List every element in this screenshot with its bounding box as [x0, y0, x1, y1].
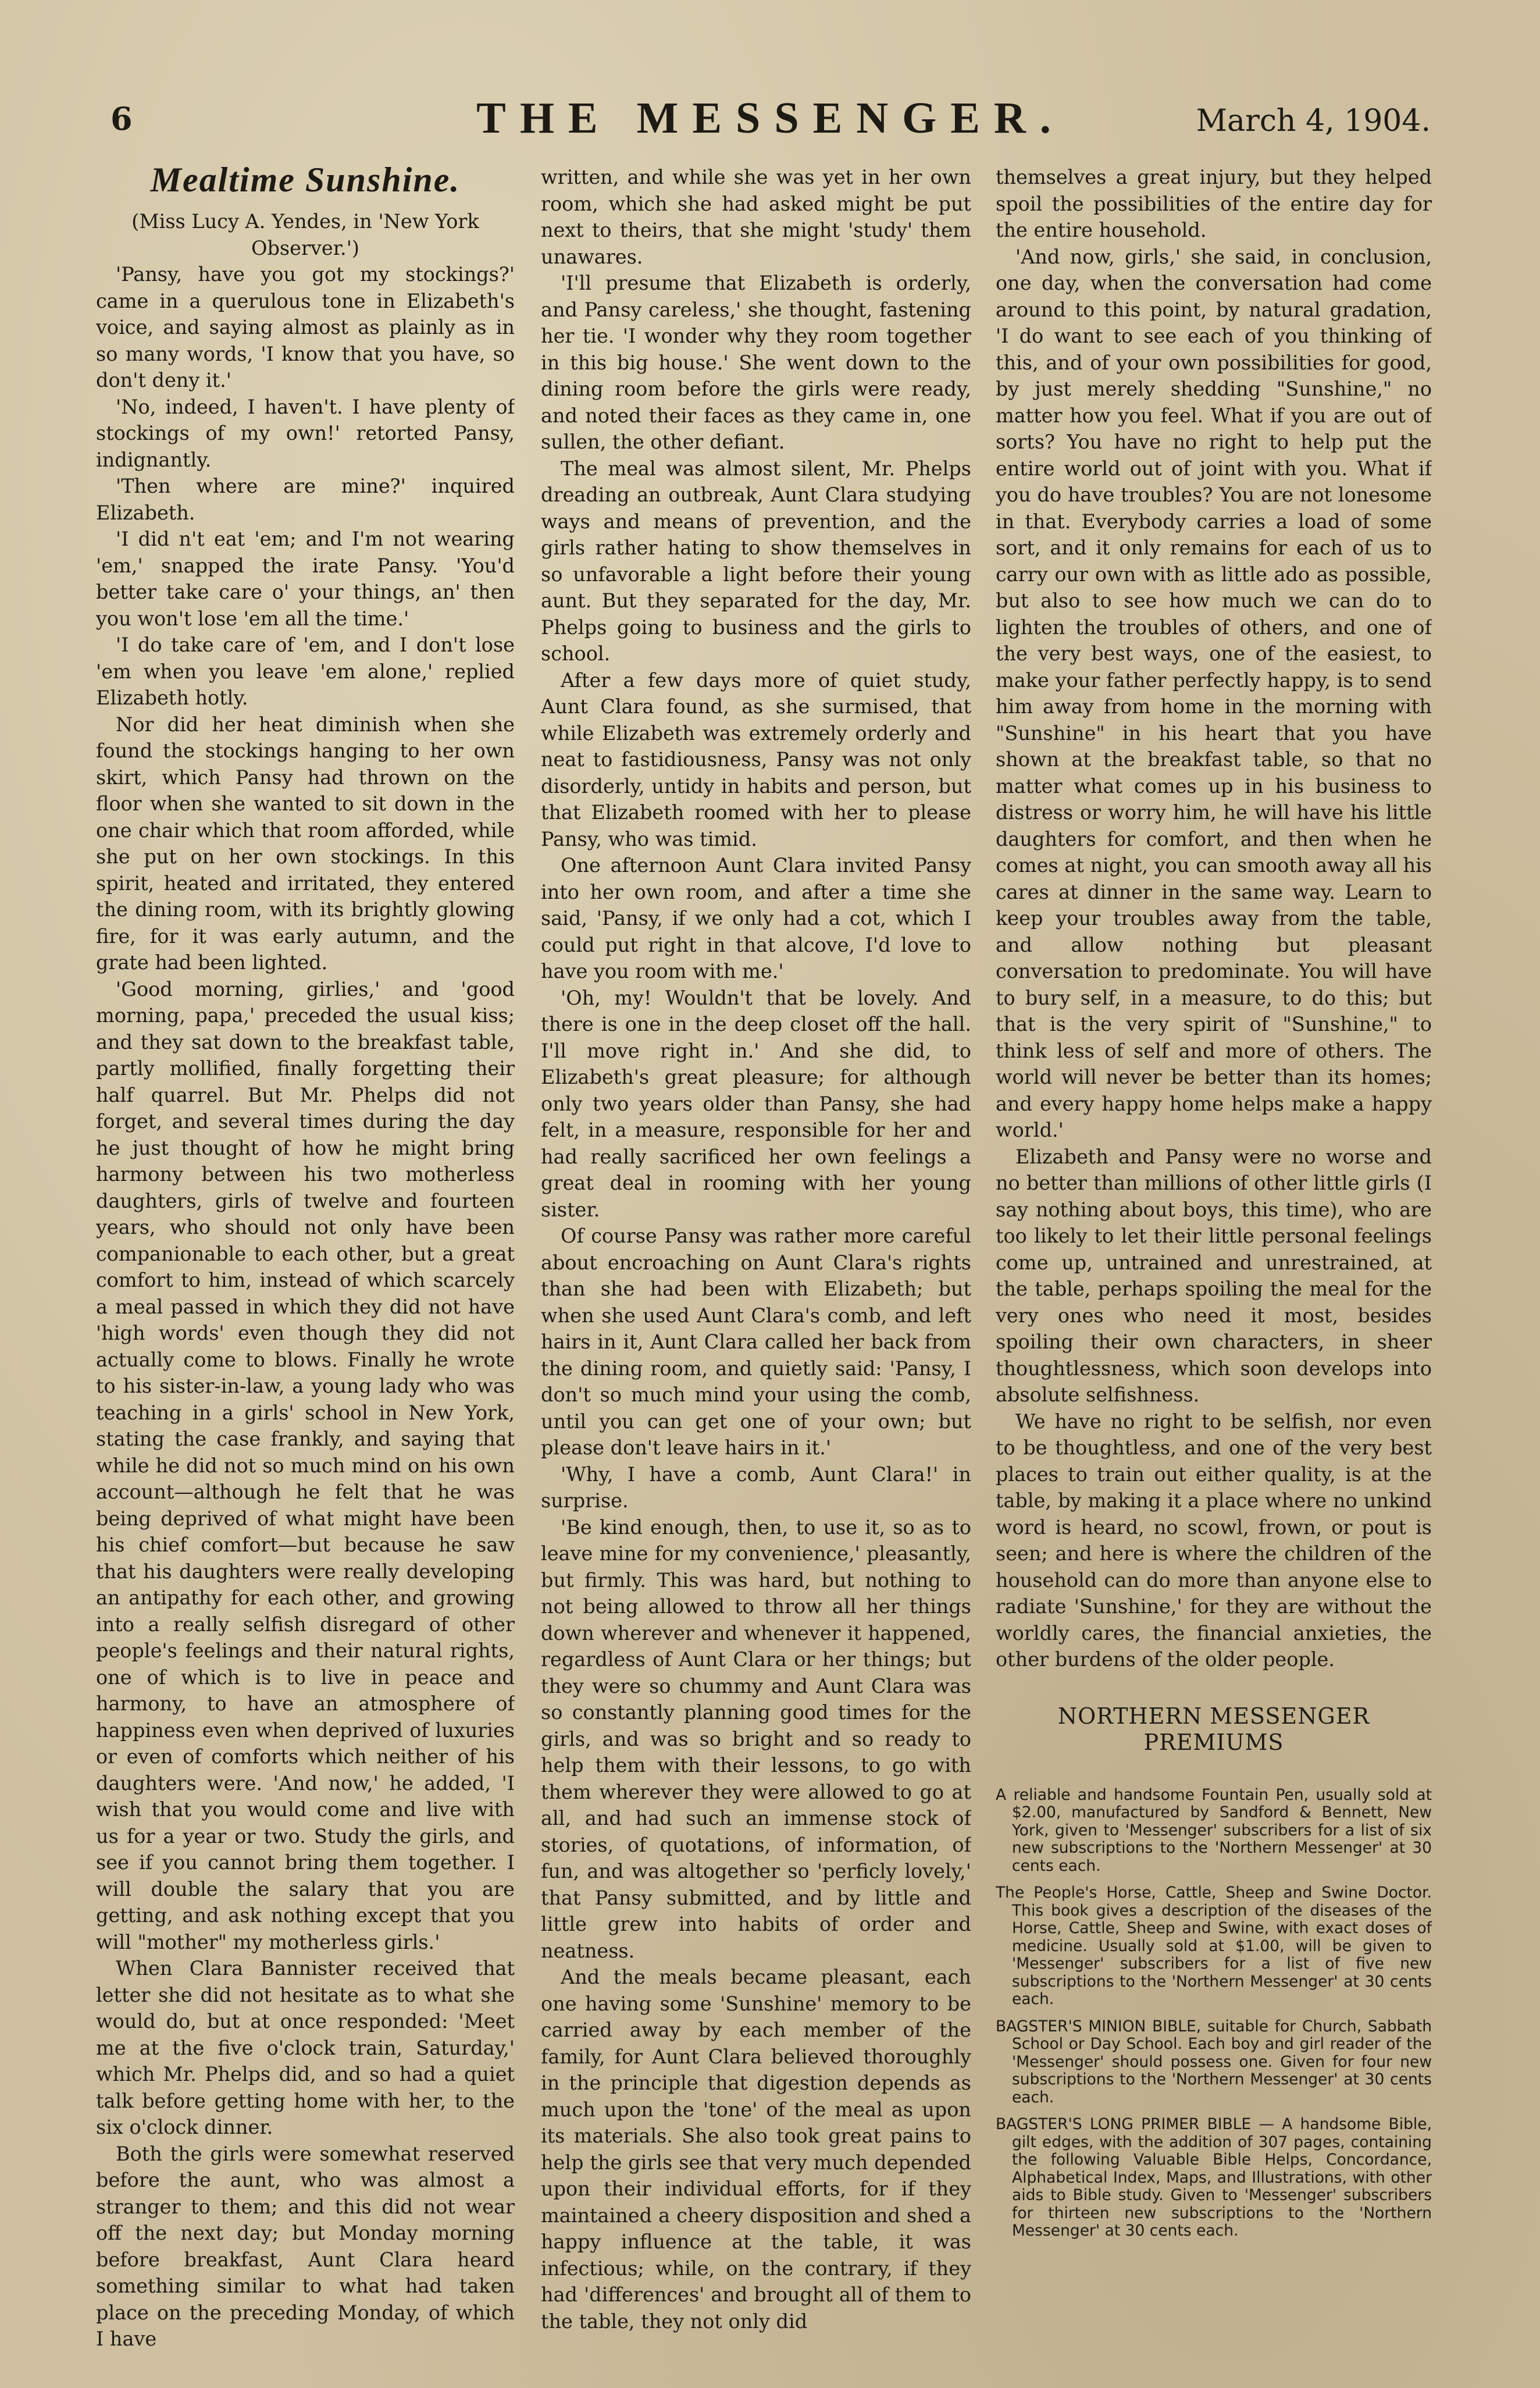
paragraph: 'Be kind enough, then, to use it, so as to leave mine for my convenience,' pleasantly, but firmly. This was hard, but nothing to not being allowed to throw all her things down wherever and whenever it happened, regardless of Aunt Clara or her things; but they were so chummy and Aunt Clara was so constantly planning good times for the girls, and was so bright and so ready to help them with their lessons, to go with them wherever they were allowed to go at all, and had such an immense stock of stories, of quotations, of information, of fun, and was altogether so 'perficly lovely,' that Pansy submitted, and by little and little grew into habits of order and neatness.: [541, 1515, 971, 1962]
paragraph: 'I did n't eat 'em; and I'm not wearing 'em,' snapped the irate Pansy. 'You'd better take care o' your things, an' then you won't lose 'em all the time.': [96, 528, 515, 630]
column-3: [996, 164, 1432, 2363]
issue-date: March 4, 1904.: [1196, 104, 1431, 138]
page-header: [110, 93, 1431, 157]
column-1: [96, 157, 515, 2356]
paragraph: The meal was almost silent, Mr. Phelps dreading an outbreak, Aunt Clara studying ways and means of prevention, and the girls rather hating to show themselves in so unfavorable a light before their young aunt. But they separated for the day, Mr. Phelps going to business and the girls to school.: [541, 457, 971, 665]
paragraph: After a few days more of quiet study, Aunt Clara found, as she surmised, that while Elizabeth was extremely orderly and neat to fastidiousness, Pansy was not only disorderly, untidy in habits and person, but that Elizabeth roomed with her to please Pansy, who was timid.: [541, 668, 971, 850]
paragraph: 'Oh, my! Wouldn't that be lovely. And there is one in the deep closet off the hall. I'll move right in.' And she did, to Elizabeth's great pleasure; for although only two years older than Pansy, she had felt, in a measure, responsible for her and had really sacrificed her own feelings a great deal in rooming with her young sister.: [541, 986, 971, 1221]
paragraph: 'Good morning, girlies,' and 'good morning, papa,' preceded the usual kiss; and they sat down to the breakfast table, partly mollified, finally forgetting their half quarrel. But Mr. Phelps did not forget, and several times during the day he just thought of how he might bring harmony between his two motherless daughters, girls of twelve and fourteen years, who should not only have been companionable to each other, but a great comfort to him, instead of which scarcely a meal passed in which they did not have 'high words' even though they did not actually come to blows. Finally he wrote to his sister-in-law, a young lady who was teaching in a girls' school in New York, stating the case frankly, and saying that while he did not so much mind on his own account—although he felt that he was being deprived of what might have been his chief comfort—but because he saw that his daughters were really developing an antipathy for each other, and growing into a really selfish disregard of other people's feelings and their natural rights, one of which is to live in peace and harmony, to have an atmosphere of happiness even when deprived of luxuries or even of comforts which neither of his daughters were. 'And now,' he added, 'I wish that you would come and live with us for a year or two. Study the girls, and see if you cannot bring them together. I will double the salary that you are getting, and ask nothing except that you will "mother" my motherless girls.': [96, 977, 515, 1953]
paragraph: Of course Pansy was rather more careful about encroaching on Aunt Clara's rights than she had been with Elizabeth; but when she used Aunt Clara's comb, and left hairs in it, Aunt Clara called her back from the dining room, and quietly said: 'Pansy, I don't so much mind your using the comb, until you can get one of your own; but please don't leave hairs in it.': [541, 1225, 971, 1459]
paragraph: written, and while she was yet in her own room, which she had asked might be put next to theirs, that she might 'study' them unawares.: [541, 166, 971, 268]
paragraph: When Clara Bannister received that letter she did not hesitate as to what she would do, but at once responded: 'Meet me at the five o'clock train, Saturday,' which Mr. Phelps did, and so had a quiet talk before getting home with her, to the six o'clock dinner.: [96, 1957, 515, 2138]
paragraph: 'Pansy, have you got my stockings?' came in a querulous tone in Elizabeth's voice, and saying almost as plainly as in so many words, 'I know that you have, so don't deny it.': [96, 263, 515, 392]
article-byline: (Miss Lucy A. Yendes, in 'New York Observer.'): [131, 210, 479, 259]
masthead: THE MESSENGER.: [476, 94, 1065, 143]
paragraph: One afternoon Aunt Clara invited Pansy into her own room, and after a time she said, 'Pansy, if we only had a cot, which I could put right in that alcove, I'd love to have you room with me.': [541, 854, 971, 983]
paragraph: 'I'll presume that Elizabeth is orderly, and Pansy careless,' she thought, fastening her tie. 'I wonder why they room together in this big house.' She went down to the dining room before the girls were ready, and noted their faces as they came in, one sullen, the other defiant.: [541, 272, 971, 453]
column-2: [541, 164, 971, 2363]
paragraph: themselves a great injury, but they helped spoil the possibilities of the entire day for the entire household.: [996, 166, 1432, 241]
page-number: 6: [110, 100, 133, 137]
paragraph: Elizabeth and Pansy were no worse and no better than millions of other little girls (I say nothing about boys, this time), who are too likely to let their little personal feelings come up, untrained and unrestrained, at the table, perhaps spoiling the meal for the very ones who need it most, besides spoiling their own characters, in sheer thoughtlessness, which soon develops into absolute selfishness.: [996, 1145, 1432, 1406]
paragraph: And the meals became pleasant, each one having some 'Sunshine' memory to be carried away by each member of the family, for Aunt Clara believed thoroughly in the principle that digestion depends as much upon the 'tone' of the meal as upon its materials. She also took great pains to help the girls see that very much depended upon their individual efforts, for if they maintained a cheery disposition and shed a happy influence at the table, it was infectious; while, on the contrary, if they had 'differences' and brought all of them to the table, they not only did: [541, 1966, 971, 2333]
premiums-heading: NORTHERN MESSENGER PREMIUMS: [1057, 1703, 1370, 1755]
article-title: Mealtime Sunshine.: [150, 161, 461, 199]
paragraph: 'And now, girls,' she said, in conclusion, one day, when the conversation had come around to this point, by natural gradation, 'I do want to see each of you thinking of this, and of your own possibilities for good, by just merely shedding "Sunshine," no matter how you feel. What if you are out of sorts? You have no right to help put the entire world out of joint with you. What if you do have troubles? You are not lonesome in that. Everybody carries a load of some sort, and it only remains for each of us to carry our own with as little ado as possible, but also to see how much we can do to lighten the troubles of others, and one of the very best ways, one of the easiest, to make your father perfectly happy, is to send him away from home in the morning with "Sunshine" in his heart that you have shown at the breakfast table, so that no matter what comes up in his business to distress or worry him, he will have his little daughters for comfort, and then when he comes at night, you can smooth away all his cares at dinner in the same way. Learn to keep your troubles away from the table, and allow nothing but pleasant conversation to predominate. You will have to bury self, in a measure, to do this; but that is the very spirit of "Sunshine," to think less of self and more of others. The world will never be better than its homes; and every happy home helps make a happy world.': [996, 245, 1432, 1141]
premium-item: The People's Horse, Cattle, Sheep and Swine Doctor. This book gives a description of the diseases of the Horse, Cattle, Sheep and Swine, with exact doses of medicine. Usually sold at $1.00, will be given to 'Messenger' subscribers for a list of five new subscriptions to the 'Northern Messenger' at 30 cents each.: [996, 1884, 1432, 2008]
paragraph: We have no right to be selfish, nor even to be thoughtless, and one of the very best places to train out either quality, is at the table, by making it a place where no unkind word is heard, no scowl, frown, or pout is seen; and here is where the children of the household can do more than anyone else to radiate 'Sunshine,' for they are without the worldly cares, the financial anxieties, the other burdens of the older people.: [996, 1410, 1432, 1671]
premium-item: BAGSTER'S LONG PRIMER BIBLE — A handsome Bible, gilt edges, with the addition of 307 pages, containing the following Valuable Bible Helps, Concordance, Alphabetical Index, Maps, and Illustrations, with other aids to Bible study. Given to 'Messenger' subscribers for thirteen new subscriptions to the 'Northern Messenger' at 30 cents each.: [996, 2115, 1432, 2240]
paragraph: 'Then where are mine?' inquired Elizabeth.: [96, 475, 515, 524]
paragraph: Nor did her heat diminish when she found the stockings hanging to her own skirt, which Pansy had thrown on the floor when she wanted to sit down in the one chair which that room afforded, while she put on her own stockings. In this spirit, heated and irritated, they entered the dining room, with its brightly glowing fire, for it was early autumn, and the grate had been lighted.: [96, 713, 515, 974]
premium-item: A reliable and handsome Fountain Pen, usually sold at $2.00, manufactured by Sandford & Bennett, New York, given to 'Messenger' subscribers for a list of six new subscriptions to the 'Northern Messenger' at 30 cents each.: [996, 1785, 1432, 1875]
premium-item: BAGSTER'S MINION BIBLE, suitable for Church, Sabbath School or Day School. Each boy and girl reader of the 'Messenger' should possess one. Given for four new subscriptions to the 'Northern Messenger' at 30 cents each.: [996, 2017, 1432, 2106]
paragraph: 'Why, I have a comb, Aunt Clara!' in surprise.: [541, 1462, 971, 1512]
paragraph: 'No, indeed, I haven't. I have plenty of stockings of my own!' retorted Pansy, indignantly.: [96, 395, 515, 471]
paragraph: Both the girls were somewhat reserved before the aunt, who was almost a stranger to them; and this did not wear off the next day; but Monday morning before breakfast, Aunt Clara heard something similar to what had taken place on the preceding Monday, of which I have: [96, 2142, 515, 2350]
paragraph: 'I do take care of 'em, and I don't lose 'em when you leave 'em alone,' replied Elizabeth hotly.: [96, 634, 515, 709]
